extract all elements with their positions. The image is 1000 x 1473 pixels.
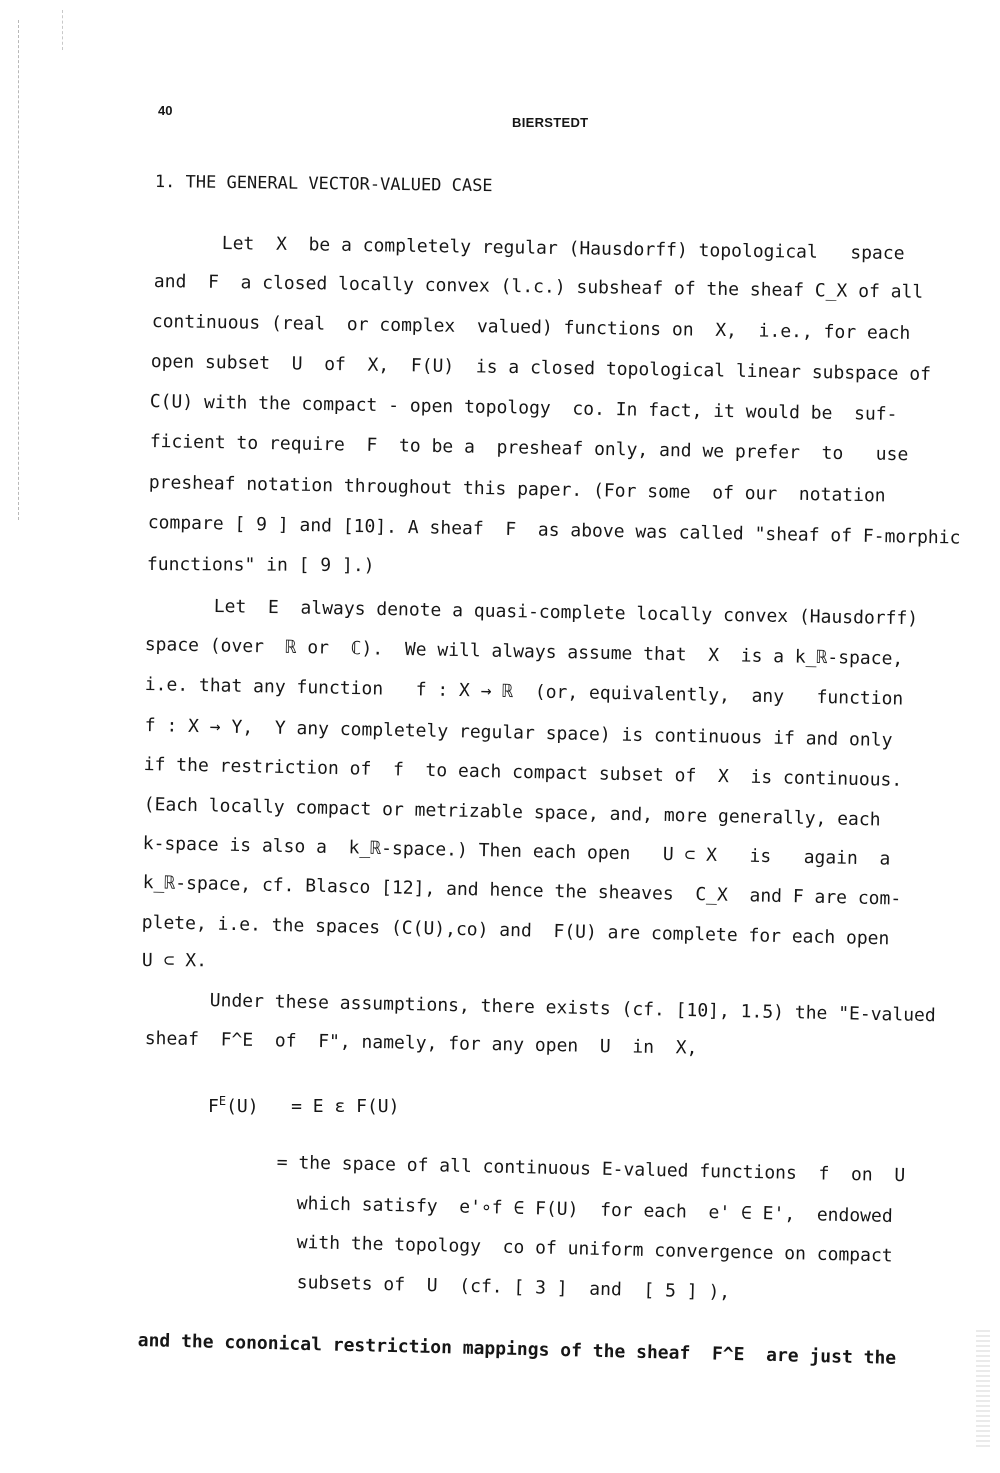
text-line: open subset U of X, F(U) is a closed topological linear subspace of xyxy=(150,351,932,385)
text-line: Let X be a completely regular (Hausdorff) topological space xyxy=(221,233,905,265)
equation-symbol: F xyxy=(208,1096,219,1117)
equation-lhs xyxy=(208,1094,399,1117)
page-number: 40 xyxy=(158,103,173,118)
text-line: k-space is also a k_ℝ-space.) Then each open U ⊂ X is again a xyxy=(142,833,891,870)
running-head: BIERSTEDT xyxy=(512,115,589,130)
section-title: 1. THE GENERAL VECTOR-VALUED CASE xyxy=(154,172,493,197)
text-line: with the topology co of uniform convergence on compact xyxy=(296,1232,893,1267)
scan-artifact-line xyxy=(18,20,19,520)
text-line: which satisfy e'∘f ∈ F(U) for each e' ∈ E', endowed xyxy=(296,1193,893,1227)
text-line: sheaf F^E of F", namely, for any open U in X, xyxy=(144,1028,698,1059)
text-line: = the space of all continuous E-valued functions f on U xyxy=(276,1152,906,1187)
text-line: space (over ℝ or ℂ). We will always assume that X is a k_ℝ-space, xyxy=(144,634,904,670)
text-line: C(U) with the compact - open topology co. In fact, it would be suf- xyxy=(149,391,898,426)
text-line: and the cononical restriction mappings of the sheaf F^E are just the xyxy=(137,1330,897,1369)
scan-artifact-mark xyxy=(62,10,63,50)
text-line: f : X → Y, Y any completely regular space) is continuous if and only xyxy=(144,715,893,752)
text-line: plete, i.e. the spaces (C(U),co) and F(U) are complete for each open xyxy=(141,912,890,950)
text-line: (Each locally compact or metrizable space, and, more generally, each xyxy=(143,794,881,831)
text-line: k_ℝ-space, cf. Blasco [12], and hence the sheaves C_X and F are com- xyxy=(142,872,902,910)
text-line: and F a closed locally convex (l.c.) subsheaf of the sheaf C_X of all xyxy=(153,271,924,303)
equation-superscript: E xyxy=(218,1094,227,1108)
equation-rest: (U) = E ε F(U) xyxy=(226,1096,400,1117)
text-line: Let E always denote a quasi-complete locally convex (Hausdorff) xyxy=(213,596,919,630)
text-line: Under these assumptions, there exists (cf. [10], 1.5) the "E-valued xyxy=(209,990,936,1027)
text-line: continuous (real or complex valued) functions on X, i.e., for each xyxy=(151,311,911,344)
text-line: i.e. that any function f : X → ℝ (or, equivalently, any function xyxy=(144,674,904,710)
text-line: functions" in [ 9 ].) xyxy=(146,554,375,577)
text-line: if the restriction of f to each compact subset of X is continuous. xyxy=(143,754,903,791)
text-line: U ⊂ X. xyxy=(141,950,208,972)
text-line: subsets of U (cf. [ 3 ] and [ 5 ] ), xyxy=(296,1272,731,1303)
text-line: ficient to require F to be a presheaf only, and we prefer to use xyxy=(149,431,909,466)
scan-edge-noise xyxy=(976,1330,990,1450)
text-line: presheaf notation throughout this paper. (For some of our notation xyxy=(148,472,886,507)
text-line: compare [ 9 ] and [10]. A sheaf F as above was called "sheaf of F-morphic xyxy=(147,512,961,549)
